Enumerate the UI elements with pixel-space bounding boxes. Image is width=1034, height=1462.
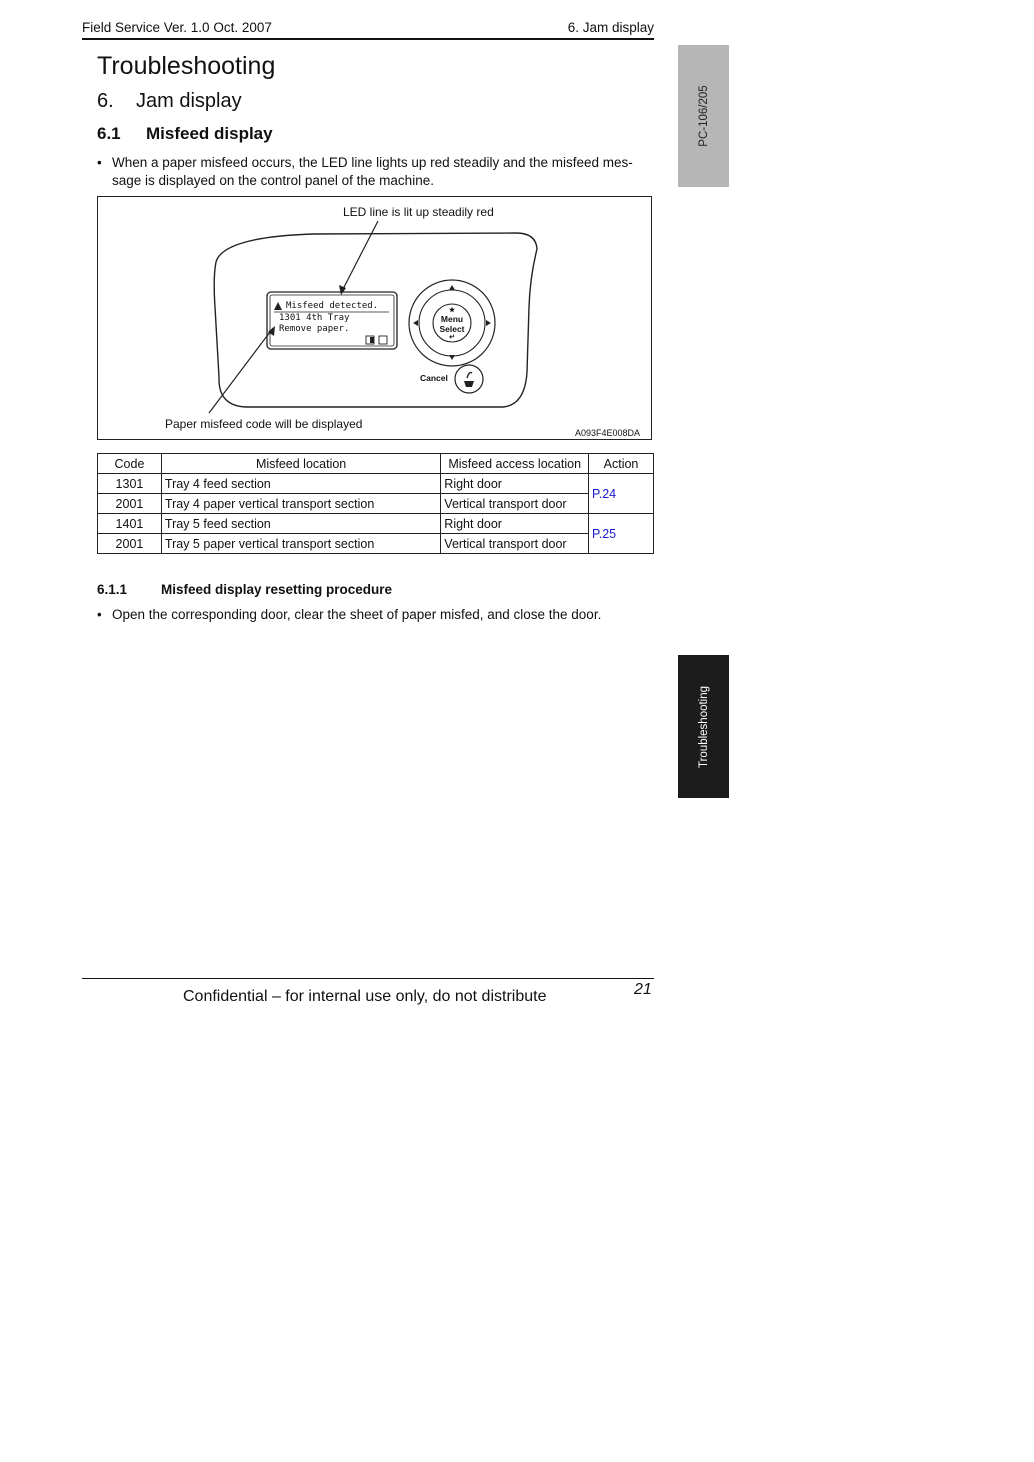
cell-location: Tray 4 feed section xyxy=(161,474,440,494)
subsubsection-heading xyxy=(97,582,392,597)
cancel-label: Cancel xyxy=(420,373,448,383)
cell-access: Right door xyxy=(441,514,589,534)
action-link-p24[interactable]: P.24 xyxy=(592,486,617,501)
bullet-paragraph xyxy=(97,606,653,624)
cell-access: Vertical transport door xyxy=(441,534,589,554)
cell-action xyxy=(589,514,654,554)
side-tab-model xyxy=(678,45,729,187)
section-heading xyxy=(97,90,242,113)
bullet-text: Open the corresponding door, clear the sheet of paper misfed, and close the door. xyxy=(112,607,602,622)
led-line-callout: LED line is lit up steadily red xyxy=(343,205,494,219)
side-tab-section-label: Troubleshooting xyxy=(697,685,710,768)
footer-confidential: Confidential – for internal use only, do not distribute xyxy=(183,988,547,1005)
lcd-line-3: Remove paper. xyxy=(279,324,350,334)
cell-code: 2001 xyxy=(98,534,162,554)
misfeed-code-table xyxy=(97,453,654,554)
subsection-heading xyxy=(97,124,273,144)
cell-code: 1401 xyxy=(98,514,162,534)
side-tab-model-label: PC-106/205 xyxy=(697,85,710,147)
running-header-left: Field Service Ver. 1.0 Oct. 2007 xyxy=(82,20,272,35)
section-number: 6. xyxy=(97,90,114,112)
subsection-title: Misfeed display xyxy=(146,124,273,143)
chapter-title: Troubleshooting xyxy=(97,52,276,80)
section-title: Jam display xyxy=(136,90,242,112)
lcd-screen xyxy=(286,301,378,312)
bullet-icon: • xyxy=(97,155,102,170)
lcd-line-2: 1301 4th Tray xyxy=(279,313,350,323)
cell-access: Vertical transport door xyxy=(441,494,589,514)
cell-location: Tray 5 feed section xyxy=(161,514,440,534)
cell-code: 2001 xyxy=(98,494,162,514)
subsection-number: 6.1 xyxy=(97,124,121,143)
table-row xyxy=(98,494,654,514)
menu-label: Menu xyxy=(440,314,464,324)
bullet-icon: • xyxy=(97,607,102,622)
running-header-right: 6. Jam display xyxy=(567,20,654,35)
figure-code: A093F4E008DA xyxy=(575,428,641,438)
footer-rule xyxy=(82,978,654,979)
cell-location: Tray 4 paper vertical transport section xyxy=(161,494,440,514)
page-number: 21 xyxy=(634,981,652,998)
table-row xyxy=(98,534,654,554)
table-header-row xyxy=(98,454,654,474)
header-action: Action xyxy=(589,454,654,474)
misfeed-code-callout: Paper misfeed code will be displayed xyxy=(165,417,363,431)
bullet-line-1: When a paper misfeed occurs, the LED line lights up red steadily and the misfeed mes- xyxy=(112,155,633,170)
action-link-p25[interactable]: P.25 xyxy=(592,526,617,541)
cell-access: Right door xyxy=(441,474,589,494)
cell-location: Tray 5 paper vertical transport section xyxy=(161,534,440,554)
header-access: Misfeed access location xyxy=(441,454,589,474)
header-rule xyxy=(82,38,654,40)
cell-action xyxy=(589,474,654,514)
control-panel-illustration xyxy=(98,197,653,441)
subsubsection-title: Misfeed display resetting procedure xyxy=(161,582,393,597)
control-panel-figure xyxy=(97,196,652,440)
lcd-body xyxy=(279,313,349,335)
side-tab-section xyxy=(678,655,729,798)
select-label: Select xyxy=(439,324,465,334)
header-code: Code xyxy=(98,454,162,474)
header-location: Misfeed location xyxy=(161,454,440,474)
bullet-paragraph xyxy=(97,154,653,190)
table-row xyxy=(98,514,654,534)
subsubsection-number: 6.1.1 xyxy=(97,582,128,597)
star-icon: ★ xyxy=(448,307,456,314)
table-row xyxy=(98,474,654,494)
menu-select-button xyxy=(433,307,471,341)
lcd-line-1: Misfeed detected. xyxy=(286,301,379,311)
bullet-line-2: sage is displayed on the control panel of the machine. xyxy=(112,173,434,188)
enter-icon: ↵ xyxy=(449,334,455,341)
cell-code: 1301 xyxy=(98,474,162,494)
